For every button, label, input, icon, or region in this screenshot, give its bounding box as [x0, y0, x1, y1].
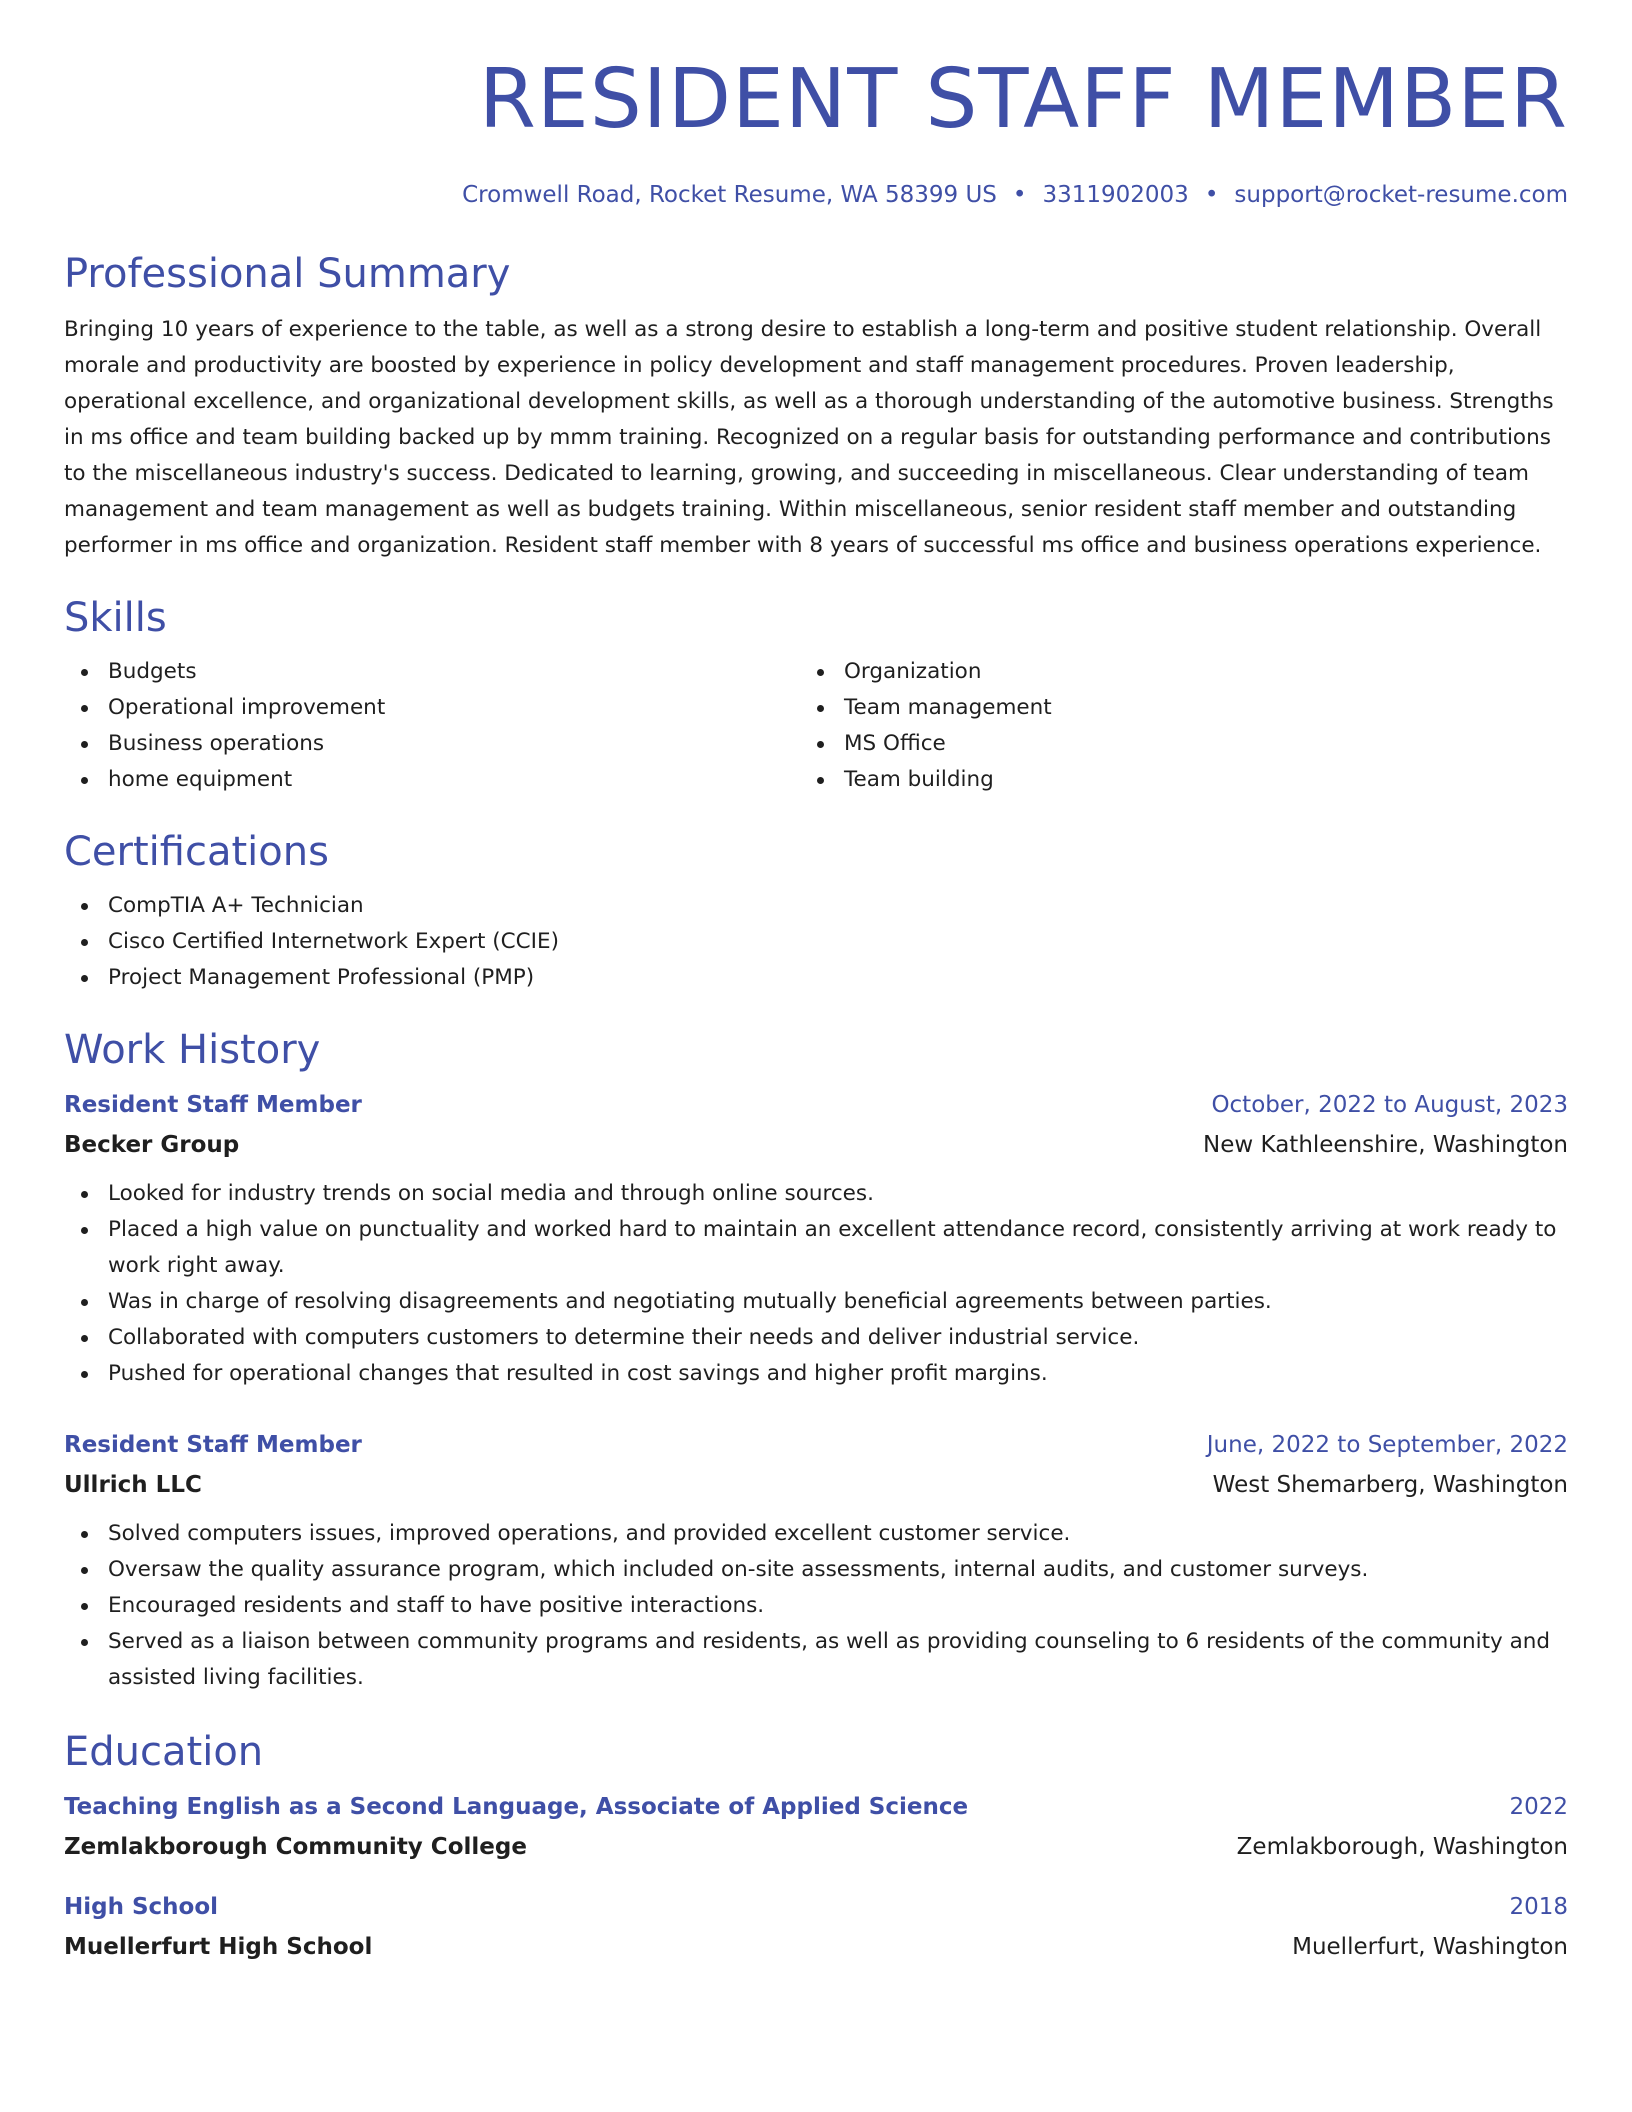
skill-item: MS Office	[800, 726, 1536, 762]
education-degree-row	[64, 1890, 1568, 1924]
job-location: West Shemarberg, Washington	[1212, 1472, 1568, 1498]
skill-item: Team building	[800, 762, 1536, 798]
job-duty-item: Looked for industry trends on social media and through online sources.	[64, 1176, 1568, 1212]
job-dates: October, 2022 to August, 2023	[1211, 1092, 1568, 1118]
certification-item: Cisco Certified Internetwork Expert (CCIE)	[64, 924, 1568, 960]
job-duty-item: Placed a high value on punctuality and worked hard to maintain an excellent attendance record, consistently arriving at work ready to work right away.	[64, 1212, 1568, 1284]
job-company-row	[64, 1122, 1568, 1162]
job-duty-item: Oversaw the quality assurance program, which included on-site assessments, internal audits, and customer surveys.	[64, 1552, 1568, 1588]
education-degree-row	[64, 1790, 1568, 1824]
job-duties-list	[64, 1516, 1568, 1696]
education-entry	[64, 1890, 1568, 1964]
skill-item: Business operations	[64, 726, 800, 762]
section-heading-certifications: Certifications	[64, 829, 329, 875]
job-location: New Kathleenshire, Washington	[1203, 1132, 1568, 1158]
job-company: Ullrich LLC	[64, 1472, 202, 1498]
education-school: Muellerfurt High School	[64, 1934, 373, 1960]
education-degree: Teaching English as a Second Language, Associate of Applied Science	[64, 1794, 969, 1820]
job-duty-item: Was in charge of resolving disagreements and negotiating mutually beneficial agreements between parties.	[64, 1284, 1568, 1320]
skill-item: Organization	[800, 654, 1536, 690]
job-duties-list	[64, 1176, 1568, 1392]
education-school-row	[64, 1924, 1568, 1964]
job-duty-item: Encouraged residents and staff to have positive interactions.	[64, 1588, 1568, 1624]
skill-item: Operational improvement	[64, 690, 800, 726]
candidate-title: RESIDENT STAFF MEMBER	[478, 52, 1568, 147]
education-year: 2022	[1509, 1794, 1568, 1820]
section-heading-education: Education	[64, 1729, 264, 1775]
job-role: Resident Staff Member	[64, 1092, 362, 1118]
education-school-row	[64, 1824, 1568, 1864]
contact-phone[interactable]: 3311902003	[1042, 182, 1189, 208]
summary-section	[64, 250, 1568, 564]
job-company-row	[64, 1462, 1568, 1502]
contact-line	[64, 180, 1568, 210]
section-heading-summary: Professional Summary	[64, 251, 511, 297]
job-company: Becker Group	[64, 1132, 240, 1158]
section-heading-skills: Skills	[64, 595, 167, 641]
contact-address: Cromwell Road, Rocket Resume, WA 58399 US	[462, 182, 997, 208]
section-heading-work-history: Work History	[64, 1027, 321, 1073]
summary-text: Bringing 10 years of experience to the table, as well as a strong desire to establish a long-term and positive student relationship. Overall morale and productivity are boosted by experience in policy development and staff management procedures. Proven leadership, operational excellence, and organizational development skills, as well as a thorough understanding of the automotive business. Strengths in ms office and team building backed up by mmm training. Recognized on a regular basis for outstanding performance and contributions to the miscellaneous industry's success. Dedicated to learning, growing, and succeeding in miscellaneous. Clear understanding of team management and team management as well as budgets training. Within miscellaneous, senior resident staff member and outstanding performer in ms office and organization. Resident staff member with 8 years of successful ms office and business operations experience.	[64, 317, 1554, 558]
job-role: Resident Staff Member	[64, 1432, 362, 1458]
skill-item: home equipment	[64, 762, 800, 798]
job-title-row	[64, 1428, 1568, 1462]
skills-list-right	[800, 654, 1536, 798]
skill-item: Team management	[800, 690, 1536, 726]
certifications-section	[64, 828, 1568, 996]
skills-grid	[64, 654, 1568, 798]
job-duty-item: Pushed for operational changes that resulted in cost savings and higher profit margins.	[64, 1356, 1568, 1392]
skills-list-left	[64, 654, 800, 798]
skill-item: Budgets	[64, 654, 800, 690]
contact-separator: •	[1012, 182, 1027, 208]
education-degree: High School	[64, 1894, 219, 1920]
certification-item: Project Management Professional (PMP)	[64, 960, 1568, 996]
job-title-row	[64, 1088, 1568, 1122]
resume-header	[64, 52, 1568, 210]
education-section	[64, 1728, 1568, 1964]
job-duty-item: Served as a liaison between community programs and residents, as well as providing counseling to 6 residents of the community and assisted living facilities.	[64, 1624, 1568, 1696]
education-year: 2018	[1509, 1894, 1568, 1920]
contact-email[interactable]: support@rocket-resume.com	[1234, 182, 1568, 208]
education-school: Zemlakborough Community College	[64, 1834, 527, 1860]
education-location: Muellerfurt, Washington	[1292, 1934, 1568, 1960]
job-entry	[64, 1428, 1568, 1696]
job-duty-item: Collaborated with computers customers to determine their needs and deliver industrial service.	[64, 1320, 1568, 1356]
work-history-section	[64, 1026, 1568, 1696]
education-entry	[64, 1790, 1568, 1864]
contact-separator: •	[1204, 182, 1219, 208]
certification-item: CompTIA A+ Technician	[64, 888, 1568, 924]
job-dates: June, 2022 to September, 2022	[1206, 1432, 1568, 1458]
education-location: Zemlakborough, Washington	[1236, 1834, 1568, 1860]
certifications-list	[64, 888, 1568, 996]
job-duty-item: Solved computers issues, improved operations, and provided excellent customer service.	[64, 1516, 1568, 1552]
skills-section	[64, 594, 1568, 798]
job-entry	[64, 1088, 1568, 1392]
